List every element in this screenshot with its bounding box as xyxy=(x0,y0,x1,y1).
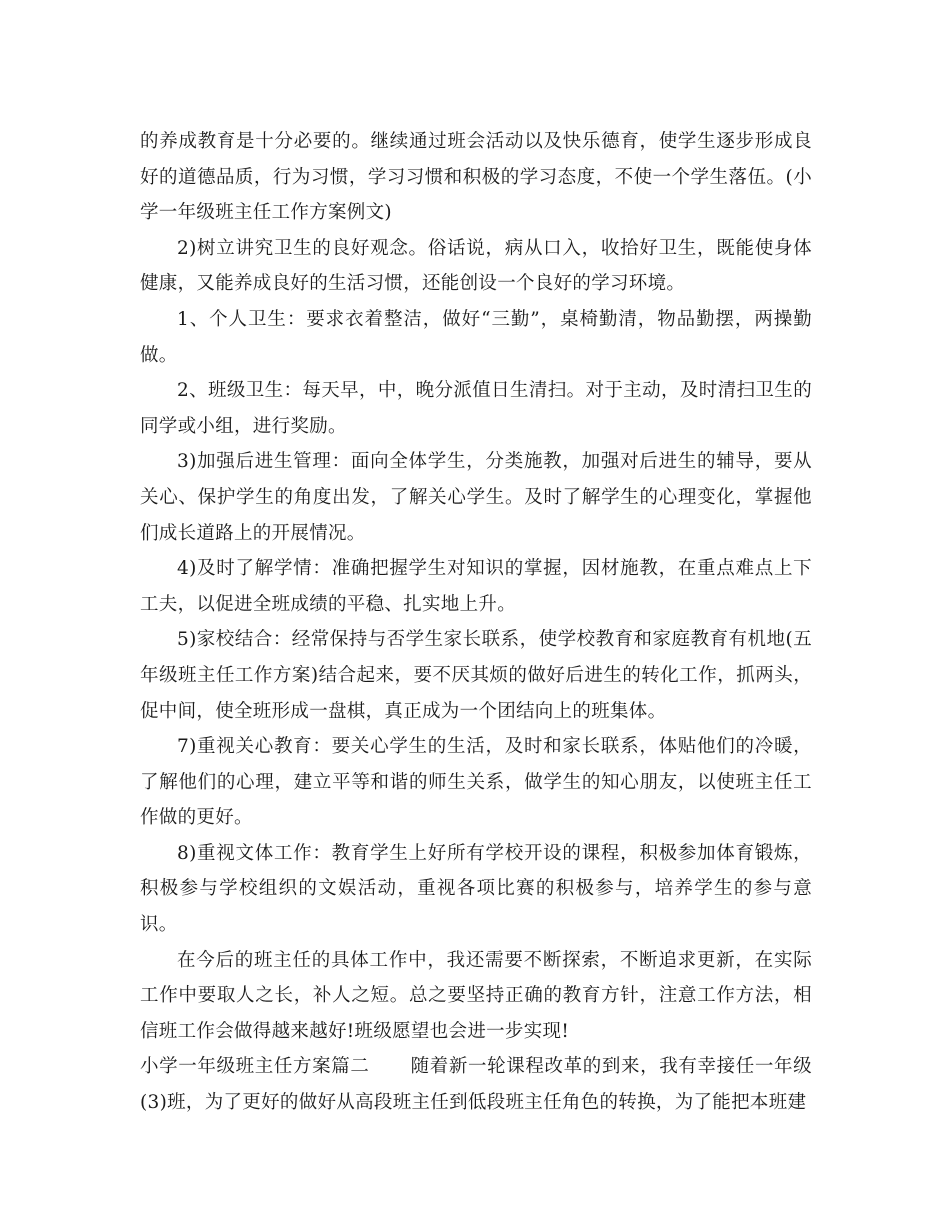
paragraph-class-hygiene: 2、班级卫生：每天早，中，晚分派值日生清扫。对于主动，及时清扫卫生的同学或小组，进行奖励。 xyxy=(140,380,812,437)
paragraph-hygiene-concept: 2)树立讲究卫生的良好观念。俗话说，病从口入，收拾好卫生，既能使身体健康，又能养成良好的生活习惯，还能创设一个良好的学习环境。 xyxy=(140,237,812,295)
section-two-paragraph xyxy=(140,1049,812,1120)
paragraph-arts-sports: 8)重视文体工作：教育学生上好所有学校开设的课程，积极参加体育锻炼，积极参与学校组织的文娱活动，重视各项比赛的积极参与，培养学生的参与意识。 xyxy=(140,842,812,936)
paragraph-conclusion: 在今后的班主任的具体工作中，我还需要不断探索，不断追求更新，在实际工作中要取人之长，补人之短。总之要坚持正确的教育方针，注意工作方法，相信班工作会做得越来越好!班级愿望也会进一步实现! xyxy=(140,949,812,1042)
paragraph-personal-hygiene: 1、个人卫生：要求衣着整洁，做好“三勤”，桌椅勤清，物品勤摆，两操勤做。 xyxy=(140,308,812,366)
section-text: 随着新一轮课程改革的到来，我有幸接任一年级(3)班，为了更好的做好从高段班主任到低段班主任角色的转换，为了能把本班建 xyxy=(140,1056,812,1114)
section-heading: 小学一年级班主任方案篇二 xyxy=(140,1056,370,1078)
paragraph-care-education: 7)重视关心教育：要关心学生的生活，及时和家长联系，体贴他们的冷暖，了解他们的心理，建立平等和谐的师生关系，做学生的知心朋友，以使班主任工作做的更好。 xyxy=(140,736,812,829)
paragraph-underachiever-management: 3)加强后进生管理：面向全体学生，分类施教，加强对后进生的辅导，要从关心、保护学生的角度出发，了解关心学生。及时了解学生的心理变化，掌握他们成长道路上的开展情况。 xyxy=(140,451,812,544)
paragraph-home-school: 5)家校结合：经常保持与否学生家长联系，使学校教育和家庭教育有机地(五年级班主任工作方案)结合起来，要不厌其烦的做好后进生的转化工作，抓两头，促中间，使全班形成一盘棋，真正成为一个团结向上的班集体。 xyxy=(140,629,812,722)
paragraph-learning-status: 4)及时了解学情：准确把握学生对知识的掌握，因材施教，在重点难点上下工夫，以促进全班成绩的平稳、扎实地上升。 xyxy=(140,558,812,615)
document-body xyxy=(140,124,812,1121)
paragraph-continuation: 的养成教育是十分必要的。继续通过班会活动以及快乐德育，使学生逐步形成良好的道德品质，行为习惯，学习习惯和积极的学习态度，不使一个学生落伍。(小学一年级班主任工作方案例文) xyxy=(140,131,812,224)
